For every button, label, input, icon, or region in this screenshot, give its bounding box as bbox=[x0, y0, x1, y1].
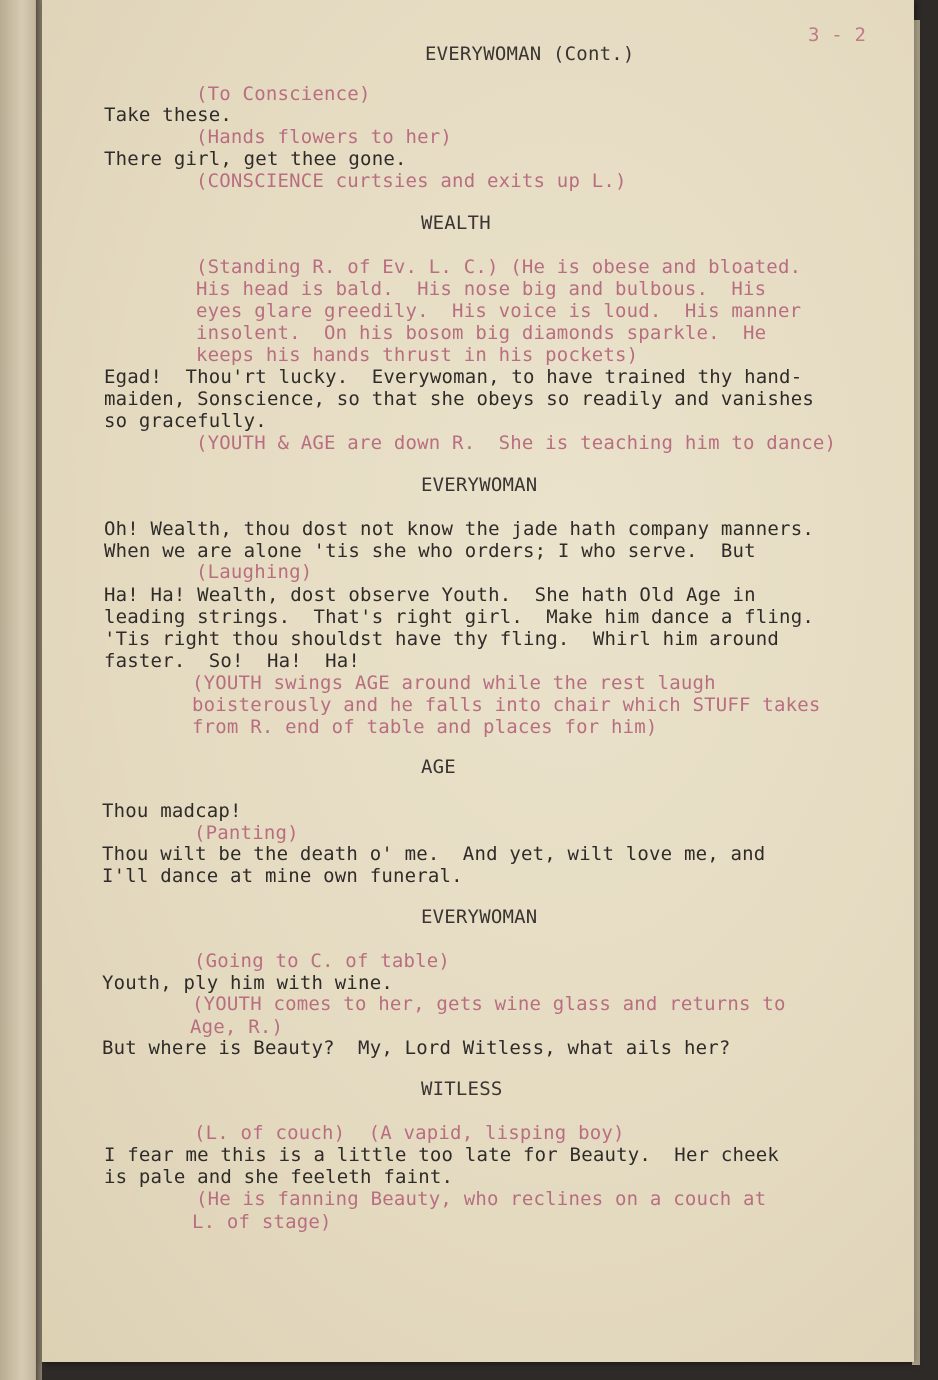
dialogue-line: Thou madcap! bbox=[102, 800, 242, 822]
dialogue-line: When we are alone 'tis she who orders; I who serve. But bbox=[104, 540, 756, 562]
stage-direction-line: eyes glare greedily. His voice is loud. His manner bbox=[196, 300, 802, 322]
stage-direction-line: (Panting) bbox=[194, 822, 299, 844]
stage-direction-line: (Hands flowers to her) bbox=[196, 126, 453, 148]
dialogue-line: leading strings. That's right girl. Make him dance a fling. bbox=[104, 606, 814, 628]
page-number: 3 - 2 bbox=[808, 24, 867, 46]
dialogue-line: Oh! Wealth, thou dost not know the jade hath company manners. bbox=[104, 518, 814, 540]
character-name: EVERYWOMAN bbox=[421, 474, 538, 496]
dialogue-line: Youth, ply him with wine. bbox=[102, 972, 393, 994]
dialogue-line: Egad! Thou'rt lucky. Everywoman, to have trained thy hand- bbox=[104, 366, 803, 388]
character-name: EVERYWOMAN (Cont.) bbox=[425, 43, 635, 65]
stage-direction-line: His head is bald. His nose big and bulbous. His bbox=[196, 278, 767, 300]
character-name: EVERYWOMAN bbox=[421, 906, 538, 928]
stage-direction-line: boisterously and he falls into chair which STUFF takes bbox=[192, 694, 821, 716]
stage-direction-line: (L. of couch) (A vapid, lisping boy) bbox=[194, 1122, 625, 1144]
stage-direction-line: from R. end of table and places for him) bbox=[192, 716, 658, 738]
dialogue-line: There girl, get thee gone. bbox=[104, 148, 407, 170]
dialogue-line: I fear me this is a little too late for Beauty. Her cheek bbox=[104, 1144, 780, 1166]
previous-page-edge bbox=[0, 0, 40, 1380]
character-name: WITLESS bbox=[421, 1078, 503, 1100]
stage-direction-line: (YOUTH & AGE are down R. She is teaching him to dance) bbox=[196, 432, 837, 454]
stage-direction-line: (Going to C. of table) bbox=[194, 950, 451, 972]
stage-direction-line: keeps his hands thrust in his pockets) bbox=[196, 344, 639, 366]
stage-direction-line: (YOUTH comes to her, gets wine glass and returns to bbox=[192, 993, 786, 1015]
stage-direction-line: (To Conscience) bbox=[196, 83, 371, 105]
stage-direction-line: L. of stage) bbox=[192, 1211, 332, 1233]
dialogue-line: I'll dance at mine own funeral. bbox=[102, 865, 463, 887]
character-name: AGE bbox=[421, 756, 456, 778]
dialogue-line: Thou wilt be the death o' me. And yet, wilt love me, and bbox=[102, 843, 766, 865]
dialogue-line: faster. So! Ha! Ha! bbox=[104, 650, 361, 672]
stage-direction-line: (Laughing) bbox=[196, 561, 313, 583]
dialogue-line: so gracefully. bbox=[104, 410, 267, 432]
dialogue-line: But where is Beauty? My, Lord Witless, what ails her? bbox=[102, 1037, 731, 1059]
dialogue-line: maiden, Sonscience, so that she obeys so readily and vanishes bbox=[104, 388, 814, 410]
stage-direction-line: (Standing R. of Ev. L. C.) (He is obese and bloated. bbox=[196, 256, 802, 278]
dialogue-line: Ha! Ha! Wealth, dost observe Youth. She hath Old Age in bbox=[104, 584, 756, 606]
stage-direction-line: (YOUTH swings AGE around while the rest laugh bbox=[192, 672, 716, 694]
dialogue-line: Take these. bbox=[104, 104, 233, 126]
stage-direction-line: (He is fanning Beauty, who reclines on a couch at bbox=[196, 1188, 767, 1210]
stage-direction-line: (CONSCIENCE curtsies and exits up L.) bbox=[196, 170, 627, 192]
stage-direction-line: insolent. On his bosom big diamonds sparkle. He bbox=[196, 322, 767, 344]
dialogue-line: 'Tis right thou shouldst have thy fling. Whirl him around bbox=[104, 628, 780, 650]
character-name: WEALTH bbox=[421, 212, 491, 234]
dialogue-line: is pale and she feeleth faint. bbox=[104, 1166, 454, 1188]
stage-direction-line: Age, R.) bbox=[190, 1016, 284, 1038]
